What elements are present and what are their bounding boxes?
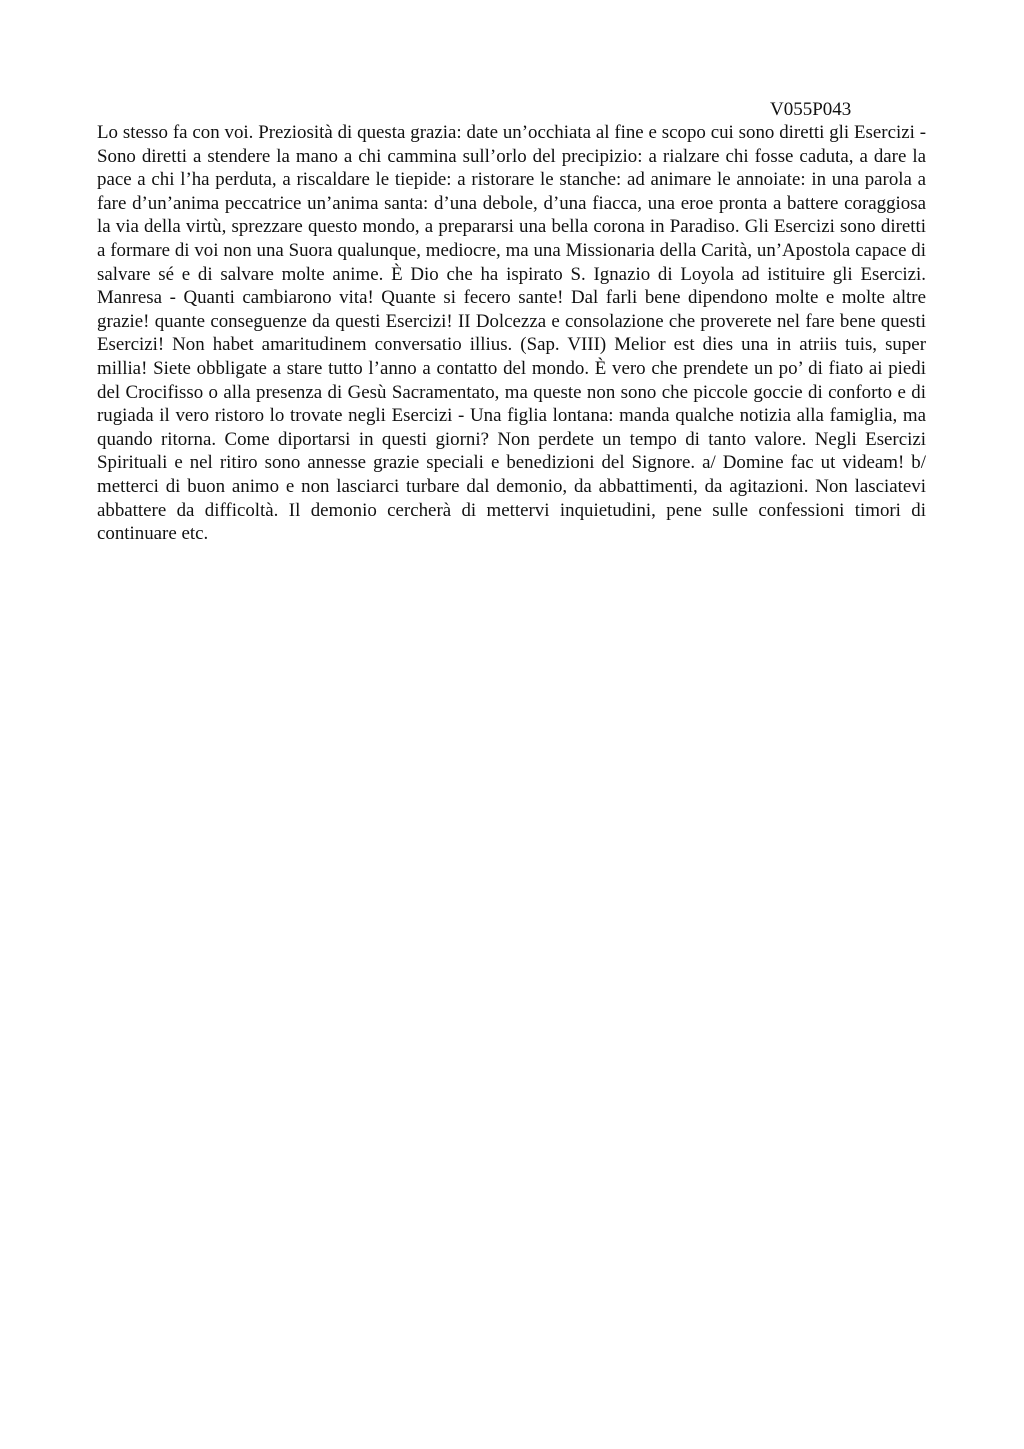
body-paragraph: Lo stesso fa con voi. Preziosità di questa grazia: date un’occhiata al fine e scopo cui sono diretti gli Esercizi - Sono diretti a stendere la mano a chi cammina sull’orlo del precipizio: a rialzare chi fosse caduta, a dare la pace a chi l’ha perduta, a riscaldare le tiepide: a ristorare le stanche: ad animare le annoiate: in una parola a fare d’un’anima peccatrice un’anima santa: d’una debole, d’una fiacca, una eroe pronta a battere coraggiosa la via della virtù, sprezzare questo mondo, a prepararsi una bella corona in Paradiso. Gli Esercizi sono diretti a formare di voi non una Suora qualunque, mediocre, ma una Missionaria della Carità, un’Apostola capace di salvare sé e di salvare molte anime. È Dio che ha ispirato S. Ignazio di Loyola ad istituire gli Esercizi. Manresa - Quanti cambiarono vita! Quante si fecero sante! Dal farli bene dipendono molte e molte altre grazie! quante conseguenze da questi Esercizi! II Dolcezza e consolazione che proverete nel fare bene questi Esercizi! Non habet amaritudinem conversatio illius. (Sap. VIII) Melior est dies una in atriis tuis, super millia! Siete obbligate a stare tutto l’anno a contatto del mondo. È vero che prendete un po’ di fiato ai piedi del Crocifisso o alla presenza di Gesù Sacramentato, ma queste non sono che piccole goccie di conforto e di rugiada il vero ristoro lo trovate negli Esercizi - Una figlia lontana: manda qualche notizia alla famiglia, ma quando ritorna. Come diportarsi in questi giorni? Non perdete un tempo di tanto valore. Negli Esercizi Spirituali e nel ritiro sono annesse grazie speciali e benedizioni del Signore. a/ Domine fac ut videam! b/ metterci di buon animo e non lasciarci turbare dal demonio, da abbattimenti, da agitazioni. Non lasciatevi abbattere da difficoltà. Il demonio cercherà di mettervi inquietudini, pene sulle confessioni timori di continuare etc. — [97, 122, 926, 545]
page-identifier: V055P043 — [770, 99, 852, 120]
